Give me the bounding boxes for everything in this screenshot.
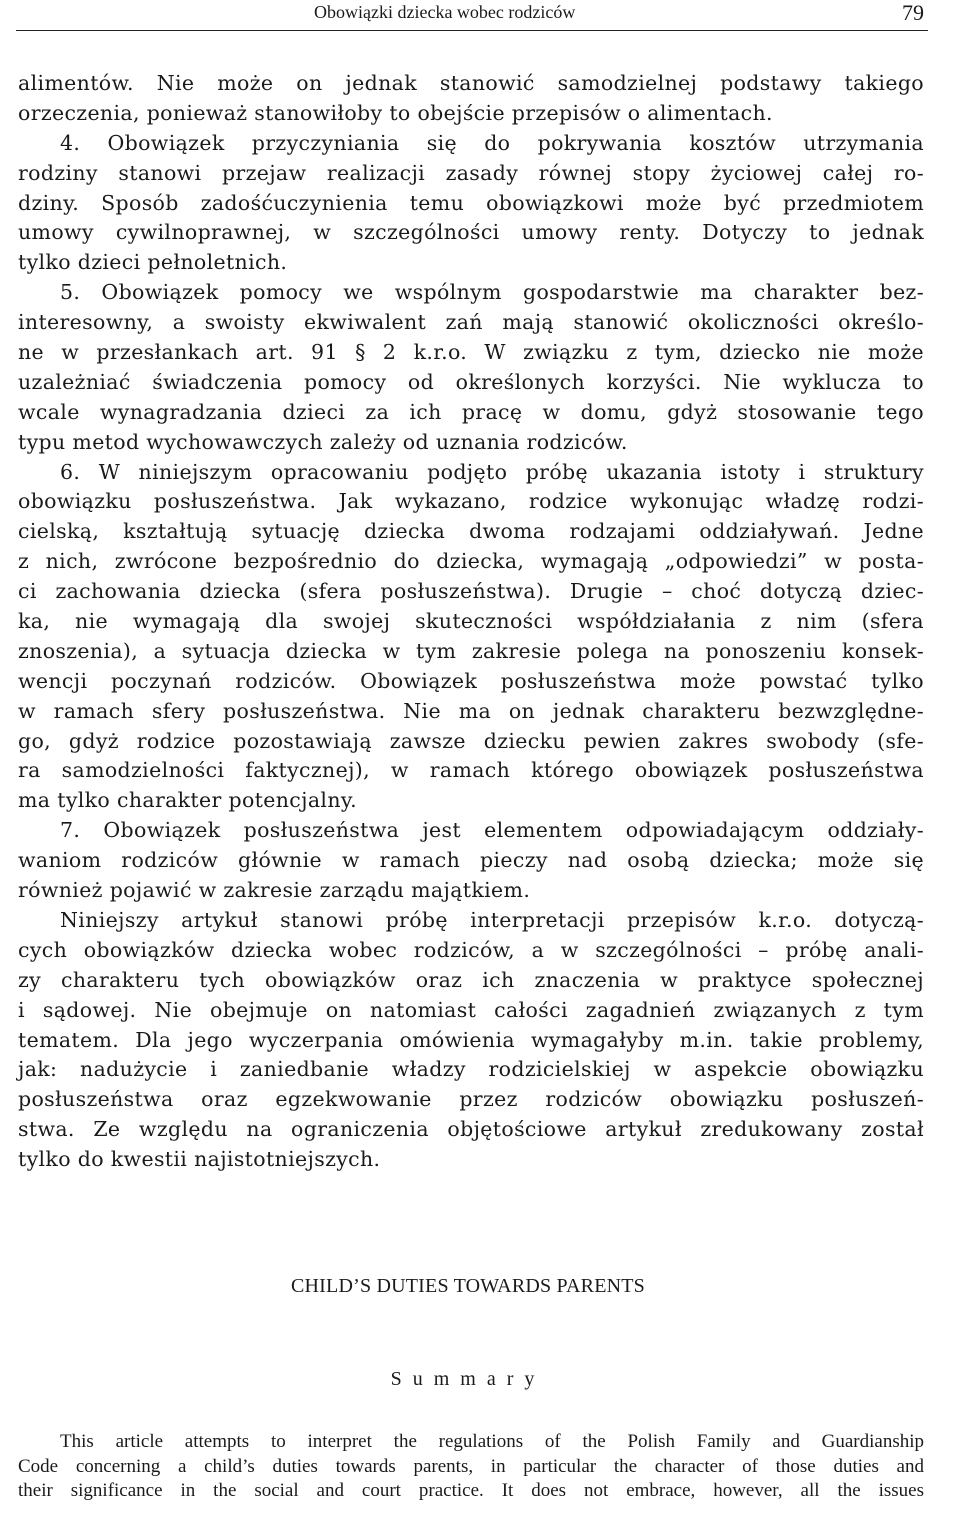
text-line: cielską, kształtują sytuację dziecka dwoma rodzajami oddziaływań. Jedne — [18, 519, 924, 544]
text-line: umowy cywilnoprawnej, w szczególności umowy renty. Dotyczy to jednak — [18, 220, 924, 245]
text-line: 7. Obowiązek posłuszeństwa jest elementem odpowiadającym oddziały- — [60, 818, 924, 843]
text-line: ra samodzielności faktycznej), w ramach którego obowiązek posłuszeństwa — [18, 758, 924, 783]
text-line: tylko do kwestii najistotniejszych. — [18, 1147, 381, 1172]
text-line: cych obowiązków dziecka wobec rodziców, a w szczególności – próbę anali- — [18, 937, 924, 962]
text-line: zy charakteru tych obowiązków oraz ich znaczenia w praktyce społecznej — [18, 967, 924, 992]
summary-text — [18, 1430, 924, 1504]
text-line: go, gdyż rodzice pozostawiają zawsze dziecku pewien zakres swobody (sfe- — [18, 728, 924, 753]
text-line: znoszenia), a sytuacja dziecka w tym zakresie polega na ponoszeniu konsek- — [18, 638, 924, 663]
text-line: ne w przesłankach art. 91 § 2 k.r.o. W związku z tym, dziecko nie może — [18, 340, 924, 365]
text-line: their significance in the social and court practice. It does not embrace, however, all the issues — [18, 1480, 924, 1501]
text-line: uzależniać świadczenia pomocy od określonych korzyści. Nie wyklucza to — [18, 369, 924, 394]
text-line: typu metod wychowawczych zależy od uznania rodziców. — [18, 429, 628, 454]
text-line: z nich, zwrócone bezpośrednio do dziecka, wymagają „odpowiedzi” w posta- — [18, 549, 924, 574]
text-line: obowiązku posłuszeństwa. Jak wykazano, rodzice wykonując władzę rodzi- — [18, 489, 924, 514]
text-line: również pojawić w zakresie zarządu majątkiem. — [18, 878, 531, 903]
text-line: 4. Obowiązek przyczyniania się do pokrywania kosztów utrzymania — [60, 130, 924, 155]
text-line: orzeczenia, ponieważ stanowiłoby to obejście przepisów o alimentach. — [18, 100, 773, 125]
text-line: tylko dzieci pełnoletnich. — [18, 250, 288, 275]
text-line: interesowny, a swoisty ekwiwalent zań mają stanowić okoliczności określo- — [18, 310, 924, 335]
text-line: wencji poczynań rodziców. Obowiązek posłuszeństwa może powstać tylko — [18, 668, 924, 693]
summary-label: Summary — [390, 1368, 546, 1390]
text-line: w ramach sfery posłuszeństwa. Nie ma on jednak charakteru bezwzględne- — [18, 698, 924, 723]
text-line: i sądowej. Nie obejmuje on natomiast całości zagadnień związanych z tym — [18, 997, 924, 1022]
text-line: posłuszeństwa oraz egzekwowanie przez rodziców obowiązku posłuszeń- — [18, 1087, 924, 1112]
text-line: ma tylko charakter potencjalny. — [18, 788, 357, 813]
text-line: 5. Obowiązek pomocy we wspólnym gospodarstwie ma charakter bez- — [60, 280, 924, 305]
text-line: 6. W niniejszym opracowaniu podjęto próbę ukazania istoty i struktury — [60, 459, 924, 484]
text-line: stwa. Ze względu na ograniczenia objętościowe artykuł zredukowany został — [18, 1117, 924, 1142]
page-number: 79 — [902, 0, 924, 25]
text-line: Code concerning a child’s duties towards parents, in particular the character of those duties and — [18, 1455, 924, 1477]
text-line: waniom rodziców głównie w ramach pieczy nad osobą dziecka; może się — [18, 848, 924, 873]
body-text — [18, 69, 924, 1175]
text-line: ci zachowania dziecka (sfera posłuszeństwa). Drugie – choć dotyczą dziec- — [18, 579, 924, 604]
page-header — [16, 0, 928, 31]
text-line: alimentów. Nie może on jednak stanowić samodzielnej podstawy takiego — [18, 71, 924, 95]
text-line: rodziny stanowi przejaw realizacji zasady równej stopy życiowej całej ro- — [18, 160, 924, 185]
text-line: Niniejszy artykuł stanowi próbę interpretacji przepisów k.r.o. dotyczą- — [60, 907, 924, 932]
running-title: Obowiązki dziecka wobec rodziców — [314, 2, 576, 22]
text-line: jak: nadużycie i zaniedbanie władzy rodzicielskiej w aspekcie obowiązku — [18, 1057, 924, 1082]
text-line: dziny. Sposób zadośćuczynienia temu obowiązkowi może być przedmiotem — [18, 190, 924, 215]
text-line: tematem. Dla jego wyczerpania omówienia wymagałyby m.in. takie problemy, — [18, 1027, 924, 1052]
text-line: ka, nie wymagają dla swojej skuteczności współdziałania z nim (sfera — [18, 609, 924, 634]
summary-title: CHILD’S DUTIES TOWARDS PARENTS — [290, 1275, 645, 1297]
text-line: wcale wynagradzania dzieci za ich pracę w domu, gdyż stosowanie tego — [18, 399, 924, 424]
text-line: This article attempts to interpret the regulations of the Polish Family and Guardianship — [60, 1431, 924, 1452]
